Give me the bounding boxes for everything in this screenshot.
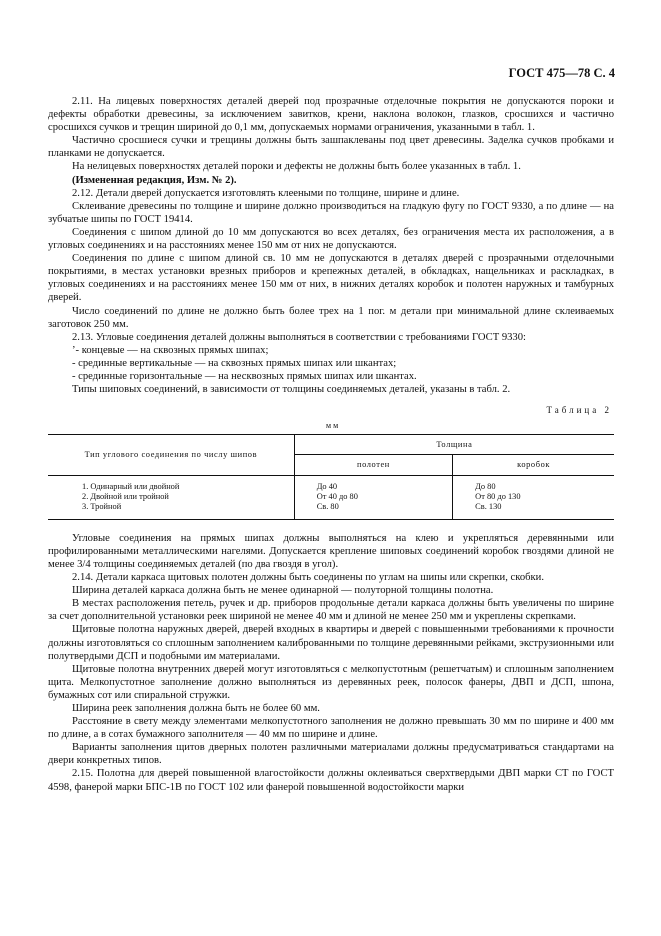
table-cell: Св. 80 [316,502,339,512]
paragraph: Угловые соединения на прямых шипах должны выполняться на клею и укрепляться деревянными или профилированными металлическими нагелями. Допускается крепление шиповых соединений коробок гвоздями длиной не менее 3/4 толщины соединяемых деталей (по два гвоздя в угол). [48,532,614,570]
table-cell: До 40 [316,481,338,491]
amendment-note: (Измененная редакция, Изм. № 2). [72,174,237,186]
paragraph: 2.15. Полотна для дверей повышенной влагостойкости должны оклеиваться сверхтвердыми ДВП марки СТ по ГОСТ 4598, фанерой марки БПС-1В по ГОСТ 102 или фанерой повышенной водостойкости марки [48,768,614,793]
table-cell: От 40 до 80 [316,491,358,501]
table-unit: мм [326,421,341,431]
paragraph: Соединения по длине с шипом длиной св. 10 мм не допускаются в деталях дверей с прозрачными отделочными покрытиями, в местах установки врезных приборов и крепежных деталей, в обкладках, нащельниках и раскладках, в угловых соединениях и на расстояниях менее 150 мм от них, в нижних деталях коробок и полотен наружных и тамбурных дверей. [48,253,614,304]
paragraph: 2.12. Детали дверей допускается изготовлять клееными по толщине, ширине и длине. [72,187,460,199]
list-item: - срединные вертикальные — на сквозных прямых шипах или шкантах; [72,357,397,369]
table-cell: Св. 130 [475,502,502,512]
table-caption: Таблица 2 [546,405,612,416]
paragraph: Частично сросшиеся сучки и трещины должны быть зашпаклеваны под цвет древесины. Заделка сучков пробками и планками не допускается. [48,135,614,160]
frames-cell [453,475,614,519]
paragraph: 2.14. Детали каркаса щитовых полотен должны быть соединены по углам на шипы или скрепки, скобки. [72,572,544,584]
paragraph: Щитовые полотна внутренних дверей могут изготовляться с мелкопустотным (решетчатым) и сплошным заполнением щита. Мелкопустотное заполнение должно выполняться из деревянных реек, полосок фанеры, ДВП и ДСП, шпона, бумажных сот или спиральной стружки. [48,663,614,701]
paragraph: Варианты заполнения щитов дверных полотен различными материалами должны предусматриваться стандартами на двери конкретных типов. [48,742,614,767]
paragraph: 2.11. На лицевых поверхностях деталей дверей под прозрачные отделочные покрытия не допускаются пороки и дефекты обработки древесины, за исключением завитков, крени, наклона волокон, глазков, сросшихся и частично сросшихся сучков и трещин шириной до 0,1 мм, допускаемых нормами ограничения, указанными в табл. 1. [48,96,614,134]
table-cell: 1. Одинарный или двойной [82,481,180,491]
paragraph: На нелицевых поверхностях деталей пороки и дефекты не должны быть более указанных в табл. 1. [72,161,521,173]
paragraph: Склеивание древесины по толщине и ширине должно производиться на гладкую фугу по ГОСТ 9330, а по длине — на зубчатые шипы по ГОСТ 19414. [48,200,614,225]
list-item: ’- концевые — на сквозных прямых шипах; [72,344,269,356]
list-item: - срединные горизонтальные — на несквозных прямых шипах или шкантах. [72,370,417,382]
paragraph: Типы шиповых соединений, в зависимости от толщины соединяемых деталей, указаны в табл. 2. [72,384,511,396]
column-header-thickness: Толщина [294,435,614,455]
panels-cell [294,475,452,519]
joint-types-table [48,434,614,519]
table-cell: От 80 до 130 [475,491,521,501]
table-cell: До 80 [475,481,496,491]
type-cell [48,475,294,519]
column-header-frames: коробок [453,455,614,475]
paragraph: Расстояние в свету между элементами мелкопустотного заполнения не должно превышать 30 мм по ширине и 400 мм по длине, а в сотах бумажного заполнителя — 40 мм по ширине и длине. [48,716,614,741]
paragraph: В местах расположения петель, ручек и др. приборов продольные детали каркаса должны быть увеличены по ширине за счет дополнительной установки реек шириной не менее 40 мм и длиной не менее 250 мм и укреплены скрепками. [48,598,614,623]
column-header-type: Тип углового соединения по числу шипов [48,435,294,475]
paragraph: Щитовые полотна наружных дверей, дверей входных в квартиры и дверей с повышенными требованиями к прочности должны изготовляться со сплошным заполнением калиброванными по толщине деревянными рейками, экструзионными или полутвердыми ДСП и подобными им материалами. [48,624,614,662]
paragraph: Ширина деталей каркаса должна быть не менее одинарной — полуторной толщины полотна. [72,585,494,597]
table-cell: 3. Тройной [82,502,122,512]
paragraph: Ширина реек заполнения должна быть не более 60 мм. [72,702,320,714]
page-header: ГОСТ 475—78 С. 4 [508,66,615,80]
paragraph: Соединения с шипом длиной до 10 мм допускаются во всех деталях, без ограничения места их расположения, а в угловых соединениях и на расстояниях менее 150 мм от них не допускаются. [48,226,614,252]
paragraph: Число соединений по длине не должно быть более трех на 1 пог. м детали при минимальной длине склеиваемых заготовок 250 мм. [48,305,614,330]
document-body [48,95,614,794]
column-header-panels: полотен [294,455,452,475]
table-body-row [48,475,614,519]
table-cell: 2. Двойной или тройной [82,491,169,501]
paragraph: 2.13. Угловые соединения деталей должны выполняться в соответствии с требованиями ГОСТ 9330: [72,331,526,343]
